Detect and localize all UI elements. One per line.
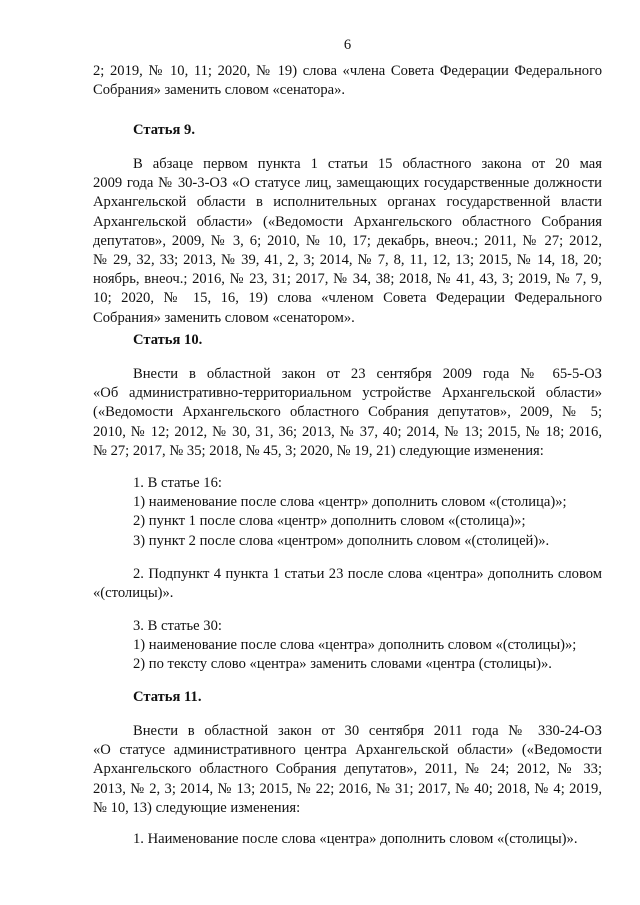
text-line: Собрания» заменить словом «сенатором». <box>93 309 355 326</box>
article-11-paragraph <box>93 722 602 818</box>
text-line: № 29, 32, 33; 2013, № 39, 41, 2, 3; 2014, № 7, 8, 11, 12, 13; 2015, № 14, 18, 20; <box>93 252 602 269</box>
text-line: Внести в областной закон от 30 сентября 2011 года № 330-24-ОЗ <box>133 723 602 739</box>
article-10-paragraph <box>93 365 602 461</box>
text-line: В абзаце первом пункта 1 статьи 15 областного закона от 20 мая <box>133 156 602 172</box>
text-line: Архангельской области в исполнительных органах государственной власти <box>93 194 602 211</box>
text-line: ноябрь, внеоч.; 2016, № 23, 31; 2017, № 34, 38; 2018, № 41, 43, 3; 2019, № 7, 9, <box>93 271 602 288</box>
text-line: 10; 2020, № 15, 16, 19) слова «членом Совета Федерации Федерального <box>93 290 602 307</box>
text-line: 2. Подпункт 4 пункта 1 статьи 23 после слова «центра» дополнить словом <box>133 566 602 582</box>
text-line: 2009 года № 30-3-ОЗ «О статусе лиц, замещающих государственные должности <box>93 175 602 192</box>
text-line: 2013, № 2, 3; 2014, № 13; 2015, № 22; 2016, № 31; 2017, № 40; 2018, № 4; 2019, <box>93 780 602 797</box>
text-line: Архангельского областного Собрания депутатов», 2011, № 24; 2012, № 33; <box>93 761 602 778</box>
article-10-item-1 <box>93 474 602 551</box>
text-line: «Об административно-территориальном устройстве Архангельской области» <box>93 385 602 402</box>
text-line: Собрания» заменить словом «сенатора». <box>93 82 346 99</box>
list-item: 3) пункт 2 после слова «центром» дополнить словом «(столицей)». <box>133 532 550 549</box>
list-item: 3. В статье 30: <box>133 618 222 634</box>
list-item: 1. Наименование после слова «центра» дополнить словом «(столицы)». <box>133 831 578 847</box>
article-11-item-1 <box>93 830 602 849</box>
list-item: 2) по тексту слово «центра» заменить словами «центра (столицы)». <box>133 656 552 673</box>
article-10-heading: Статья 10. <box>133 332 203 348</box>
text-line: 2010, № 12; 2012, № 30, 31, 36; 2013, № 37, 40; 2014, № 13; 2015, № 18; 2016, <box>93 423 602 440</box>
text-line: («Ведомости Архангельского областного Собрания депутатов», 2009, № 5; <box>93 404 602 421</box>
article-11-heading: Статья 11. <box>133 689 202 705</box>
text-line: 2; 2019, № 10, 11; 2020, № 19) слова «члена Совета Федерации Федерального <box>93 63 602 79</box>
article-10-item-3 <box>93 617 602 675</box>
list-item: 1) наименование после слова «центра» дополнить словом «(столицы)»; <box>133 637 577 654</box>
text-line: Архангельской области» («Ведомости Архангельского областного Собрания <box>93 213 602 230</box>
text-line: № 27; 2017, № 35; 2018, № 45, 3; 2020, № 19, 21) следующие изменения: <box>93 442 544 459</box>
intro-paragraph <box>93 62 602 100</box>
page-number: 6 <box>343 37 352 53</box>
article-9-paragraph <box>93 155 602 328</box>
text-line: «(столицы)». <box>93 585 174 602</box>
text-line: Внести в областной закон от 23 сентября 2009 года № 65-5-ОЗ <box>133 366 602 382</box>
list-item: 1) наименование после слова «центр» дополнить словом «(столица)»; <box>133 494 567 511</box>
list-item: 1. В статье 16: <box>133 475 222 491</box>
article-9-heading: Статья 9. <box>133 122 195 138</box>
list-item: 2) пункт 1 после слова «центр» дополнить словом «(столица)»; <box>133 513 526 530</box>
text-line: «О статусе административного центра Архангельской области» («Ведомости <box>93 742 602 759</box>
text-line: № 10, 13) следующие изменения: <box>93 799 301 816</box>
article-10-item-2 <box>93 565 602 603</box>
text-line: депутатов», 2009, № 3, 6; 2010, № 10, 17; декабрь, внеоч.; 2011, № 27; 2012, <box>93 232 602 249</box>
